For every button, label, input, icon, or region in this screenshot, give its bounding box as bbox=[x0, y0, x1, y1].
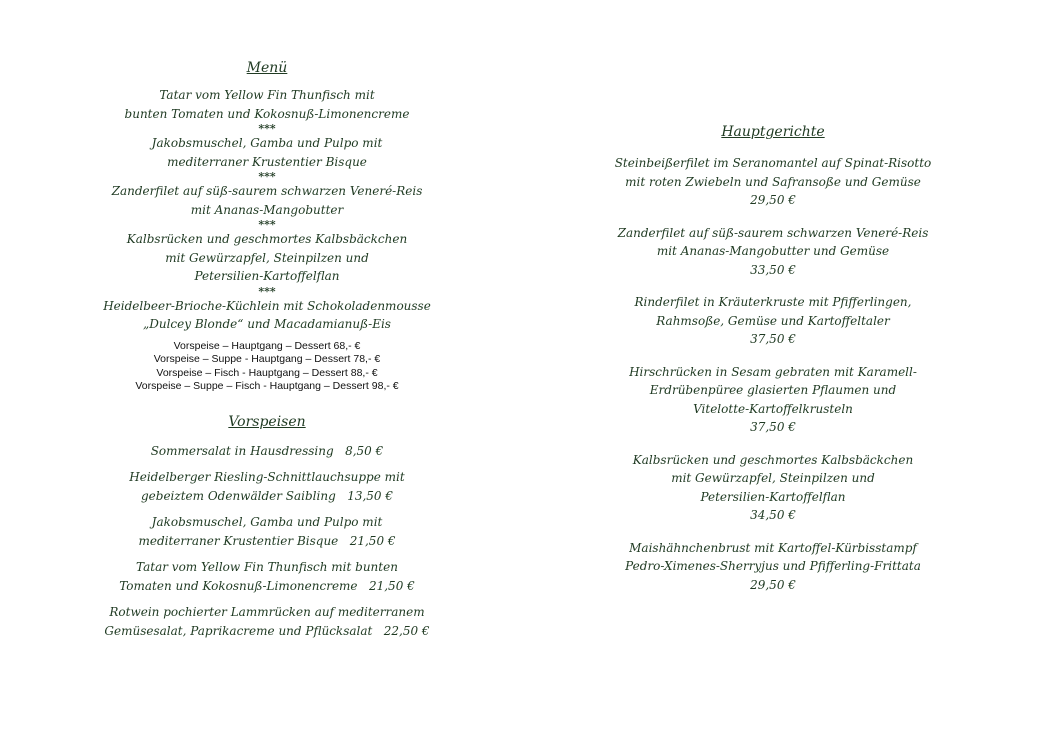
menu-course bbox=[50, 86, 484, 123]
main-dish-line: Zanderfilet auf süß-saurem schwarzen Veneré-Reis bbox=[617, 225, 929, 240]
menu-price-option: Vorspeise – Suppe - Hauptgang – Dessert 78,- € bbox=[153, 353, 381, 365]
main-dish-price: 37,50 € bbox=[750, 332, 796, 346]
starter-line: Heidelberger Riesling-Schnittlauchsuppe mit bbox=[129, 470, 405, 484]
starter-line: mediterraner Krustentier Bisque 21,50 € bbox=[138, 533, 396, 548]
main-dish-line: Rahmsoße, Gemüse und Kartoffeltaler bbox=[656, 313, 890, 328]
menu-course-line: mit Ananas-Mangobutter bbox=[190, 202, 344, 217]
main-dish bbox=[540, 451, 1006, 525]
menu-course bbox=[50, 182, 484, 219]
main-dish-line: Petersilien-Kartoffelflan bbox=[700, 489, 846, 504]
main-dish-line: Pedro-Ximenes-Sherryjus und Pfifferling-Frittata bbox=[625, 559, 921, 573]
main-dish-line: Maishähnchenbrust mit Kartoffel-Kürbisstampf bbox=[629, 540, 917, 555]
main-dish-line: Erdrübenpüree glasierten Pflaumen und bbox=[649, 383, 897, 397]
menu-course bbox=[50, 230, 484, 286]
hauptgerichte-heading: Hauptgerichte bbox=[721, 124, 825, 140]
menu-course bbox=[50, 297, 484, 334]
menu-course-line: Jakobsmuschel, Gamba und Pulpo mit bbox=[151, 136, 383, 150]
menu-course-line: mediterraner Krustentier Bisque bbox=[167, 154, 367, 169]
menu-course-line: Tatar vom Yellow Fin Thunfisch mit bbox=[159, 88, 375, 102]
menu-course-line: Zanderfilet auf süß-saurem schwarzen Veneré-Reis bbox=[111, 184, 423, 198]
main-dish-price: 29,50 € bbox=[750, 577, 796, 592]
course-separator: *** bbox=[258, 122, 276, 135]
menu-course-line: mit Gewürzapfel, Steinpilzen und bbox=[165, 250, 369, 265]
main-dish-line: Hirschrücken in Sesam gebraten mit Karamell- bbox=[629, 364, 917, 379]
starter-line: Jakobsmuschel, Gamba und Pulpo mit bbox=[151, 515, 383, 529]
course-separator: *** bbox=[258, 218, 276, 231]
main-dish bbox=[540, 224, 1006, 280]
main-dish bbox=[540, 539, 1006, 595]
main-dish bbox=[540, 154, 1006, 210]
course-separator: *** bbox=[258, 284, 276, 298]
main-dish-line: Vitelotte-Kartoffelkrusteln bbox=[693, 401, 853, 416]
menu-course-line: Heidelbeer-Brioche-Küchlein mit Schokoladenmousse bbox=[103, 298, 431, 313]
right-column bbox=[540, 122, 1006, 608]
main-dish-price: 29,50 € bbox=[750, 193, 796, 207]
main-dish-line: Kalbsrücken und geschmortes Kalbsbäckchen bbox=[632, 452, 914, 467]
starter-line: Tatar vom Yellow Fin Thunfisch mit bunten bbox=[136, 560, 398, 574]
main-dish-line: mit roten Zwiebeln und Safransoße und Gemüse bbox=[625, 174, 921, 189]
menu-price-option: Vorspeise – Suppe – Fisch - Hauptgang – Dessert 98,- € bbox=[135, 380, 399, 392]
main-dish-price: 33,50 € bbox=[750, 262, 796, 277]
starter-item bbox=[50, 513, 484, 550]
menu-course bbox=[50, 134, 484, 171]
starter-line: gebeiztem Odenwälder Saibling 13,50 € bbox=[140, 488, 394, 503]
main-dish-line: Steinbeißerfilet im Seranomantel auf Spinat-Risotto bbox=[614, 156, 932, 170]
course-separator: *** bbox=[258, 170, 276, 183]
main-dish-line: mit Ananas-Mangobutter und Gemüse bbox=[656, 244, 890, 258]
left-column bbox=[50, 58, 484, 648]
main-dish bbox=[540, 363, 1006, 437]
menu-course-line: Petersilien-Kartoffelflan bbox=[194, 269, 340, 283]
starter-item bbox=[50, 558, 484, 595]
main-dish-price: 34,50 € bbox=[750, 508, 796, 522]
menu-price-option: Vorspeise – Fisch - Hauptgang – Dessert 88,- € bbox=[156, 366, 378, 379]
menu-course-line: Kalbsrücken und geschmortes Kalbsbäckchen bbox=[126, 232, 408, 246]
starter-line: Gemüsesalat, Paprikacreme und Pflücksalat 22,50 € bbox=[104, 623, 430, 638]
main-dish bbox=[540, 293, 1006, 349]
starter-item bbox=[50, 603, 484, 640]
main-dish-line: mit Gewürzapfel, Steinpilzen und bbox=[671, 471, 875, 485]
menu-course-line: „Dulcey Blonde“ und Macadamianuß-Eis bbox=[143, 317, 391, 331]
menu-course-line: bunten Tomaten und Kokosnuß-Limonencreme bbox=[124, 106, 410, 121]
menu-heading: Menü bbox=[246, 60, 288, 76]
starter-item bbox=[50, 468, 484, 505]
menu-price-option: Vorspeise – Hauptgang – Dessert 68,- € bbox=[173, 339, 361, 352]
starter-line: Tomaten und Kokosnuß-Limonencreme 21,50 € bbox=[119, 578, 415, 593]
starter-item bbox=[50, 442, 484, 461]
menu-price-list bbox=[50, 340, 484, 394]
main-dish-line: Rinderfilet in Kräuterkruste mit Pfifferlingen, bbox=[634, 295, 912, 309]
main-dish-price: 37,50 € bbox=[750, 420, 796, 434]
starter-line: Sommersalat in Hausdressing 8,50 € bbox=[150, 443, 384, 458]
starter-line: Rotwein pochierter Lammrücken auf mediterranem bbox=[109, 605, 425, 619]
vorspeisen-heading: Vorspeisen bbox=[228, 413, 306, 430]
